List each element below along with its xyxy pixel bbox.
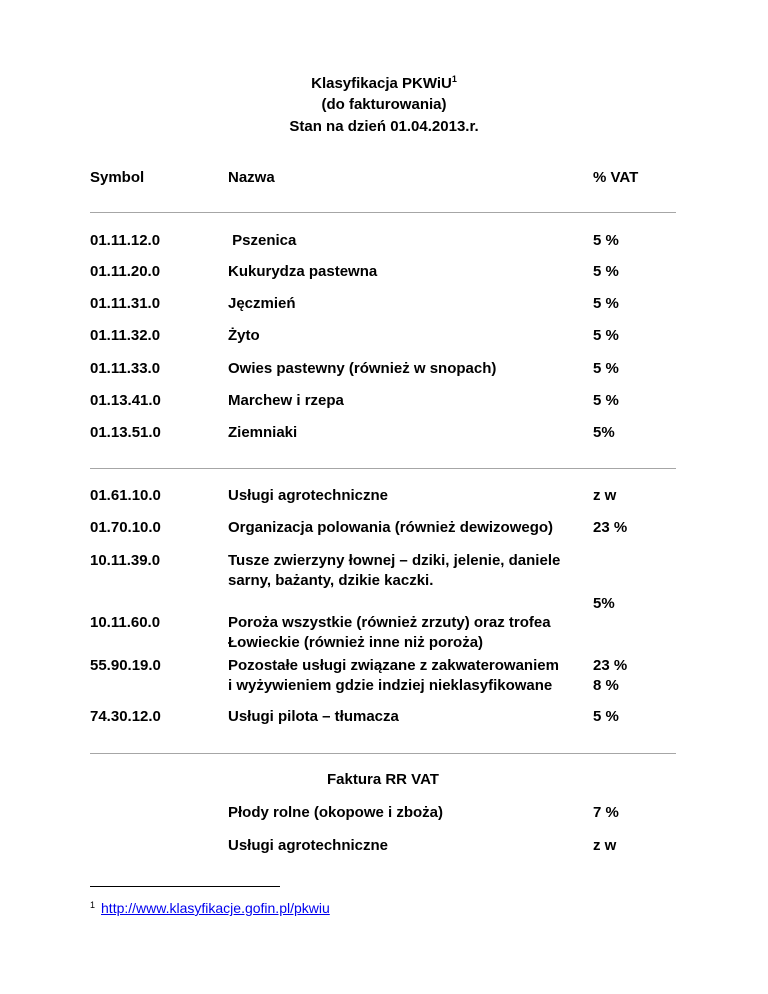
- row-vat: 8 %: [593, 677, 619, 694]
- footnote-reference[interactable]: 1: [451, 74, 457, 84]
- date-line: Stan na dzień 01.04.2013.r.: [289, 118, 479, 135]
- row-symbol: 01.11.32.0: [90, 327, 161, 344]
- row-vat: 7 %: [593, 804, 619, 821]
- separator-line: [90, 753, 676, 754]
- row-symbol: 74.30.12.0: [90, 708, 161, 725]
- row-vat: 23 %: [593, 519, 628, 536]
- row-vat: 5 %: [593, 232, 619, 249]
- row-name: Usługi agrotechniczne: [228, 487, 389, 504]
- row-name: Usługi pilota – tłumacza: [228, 708, 399, 725]
- footnote-separator: [90, 886, 280, 887]
- row-vat: 5 %: [593, 708, 619, 725]
- row-name: Pszenica: [228, 232, 297, 249]
- row-symbol: 01.11.12.0: [90, 232, 161, 249]
- row-name-line1: Tusze zwierzyny łownej – dziki, jelenie, daniele: [228, 552, 561, 569]
- row-vat: z w: [593, 487, 617, 504]
- footnote: [90, 899, 330, 917]
- column-header-name: Nazwa: [228, 169, 275, 186]
- row-name: Płody rolne (okopowe i zboża): [228, 804, 444, 821]
- row-name-line1: Poroża wszystkie (również zrzuty) oraz trofea: [228, 614, 551, 631]
- section-title: Faktura RR VAT: [327, 771, 439, 788]
- row-vat: 5%: [593, 595, 615, 612]
- row-symbol: 01.13.51.0: [90, 424, 161, 441]
- row-name-line2: i wyżywieniem gdzie indziej nieklasyfikowane: [228, 677, 553, 694]
- column-header-symbol: Symbol: [90, 169, 145, 186]
- row-symbol: 01.11.33.0: [90, 360, 161, 377]
- row-name: Żyto: [228, 327, 260, 344]
- page-title: Klasyfikacja PKWiU$^1$: [311, 74, 457, 92]
- row-name-line2: sarny, bażanty, dzikie kaczki.: [228, 572, 434, 589]
- row-symbol: 01.11.31.0: [90, 295, 161, 312]
- row-name-line2: Łowieckie (również inne niż poroża): [228, 634, 484, 651]
- row-vat: 5 %: [593, 263, 619, 280]
- row-name: Organizacja polowania (również dewizowego): [228, 519, 554, 536]
- row-vat: 5 %: [593, 327, 619, 344]
- row-symbol: 01.11.20.0: [90, 263, 161, 280]
- footnote-link[interactable]: http://www.klasyfikacje.gofin.pl/pkwiu: [101, 900, 330, 916]
- row-name: Owies pastewny (również w snopach): [228, 360, 497, 377]
- row-symbol: 10.11.60.0: [90, 614, 161, 631]
- row-vat: 5 %: [593, 360, 619, 377]
- row-name: Kukurydza pastewna: [228, 263, 378, 280]
- row-symbol: 01.13.41.0: [90, 392, 161, 409]
- separator-line: [90, 212, 676, 213]
- row-name: Usługi agrotechniczne: [228, 837, 389, 854]
- row-vat: z w: [593, 837, 617, 854]
- row-vat: 23 %: [593, 657, 628, 674]
- row-symbol: 01.70.10.0: [90, 519, 161, 536]
- row-symbol: 55.90.19.0: [90, 657, 161, 674]
- page-subtitle: (do fakturowania): [321, 96, 447, 113]
- row-vat: 5%: [593, 424, 615, 441]
- column-header-vat: % VAT: [593, 169, 639, 186]
- row-vat: 5 %: [593, 295, 619, 312]
- row-symbol: 10.11.39.0: [90, 552, 161, 569]
- row-vat: 5 %: [593, 392, 619, 409]
- row-name: Marchew i rzepa: [228, 392, 344, 409]
- row-name: Jęczmień: [228, 295, 296, 312]
- row-symbol: 01.61.10.0: [90, 487, 161, 504]
- footnote-mark: 1: [90, 900, 96, 910]
- row-name-line1: Pozostałe usługi związane z zakwaterowaniem: [228, 657, 559, 674]
- separator-line: [90, 468, 676, 469]
- row-name: Ziemniaki: [228, 424, 298, 441]
